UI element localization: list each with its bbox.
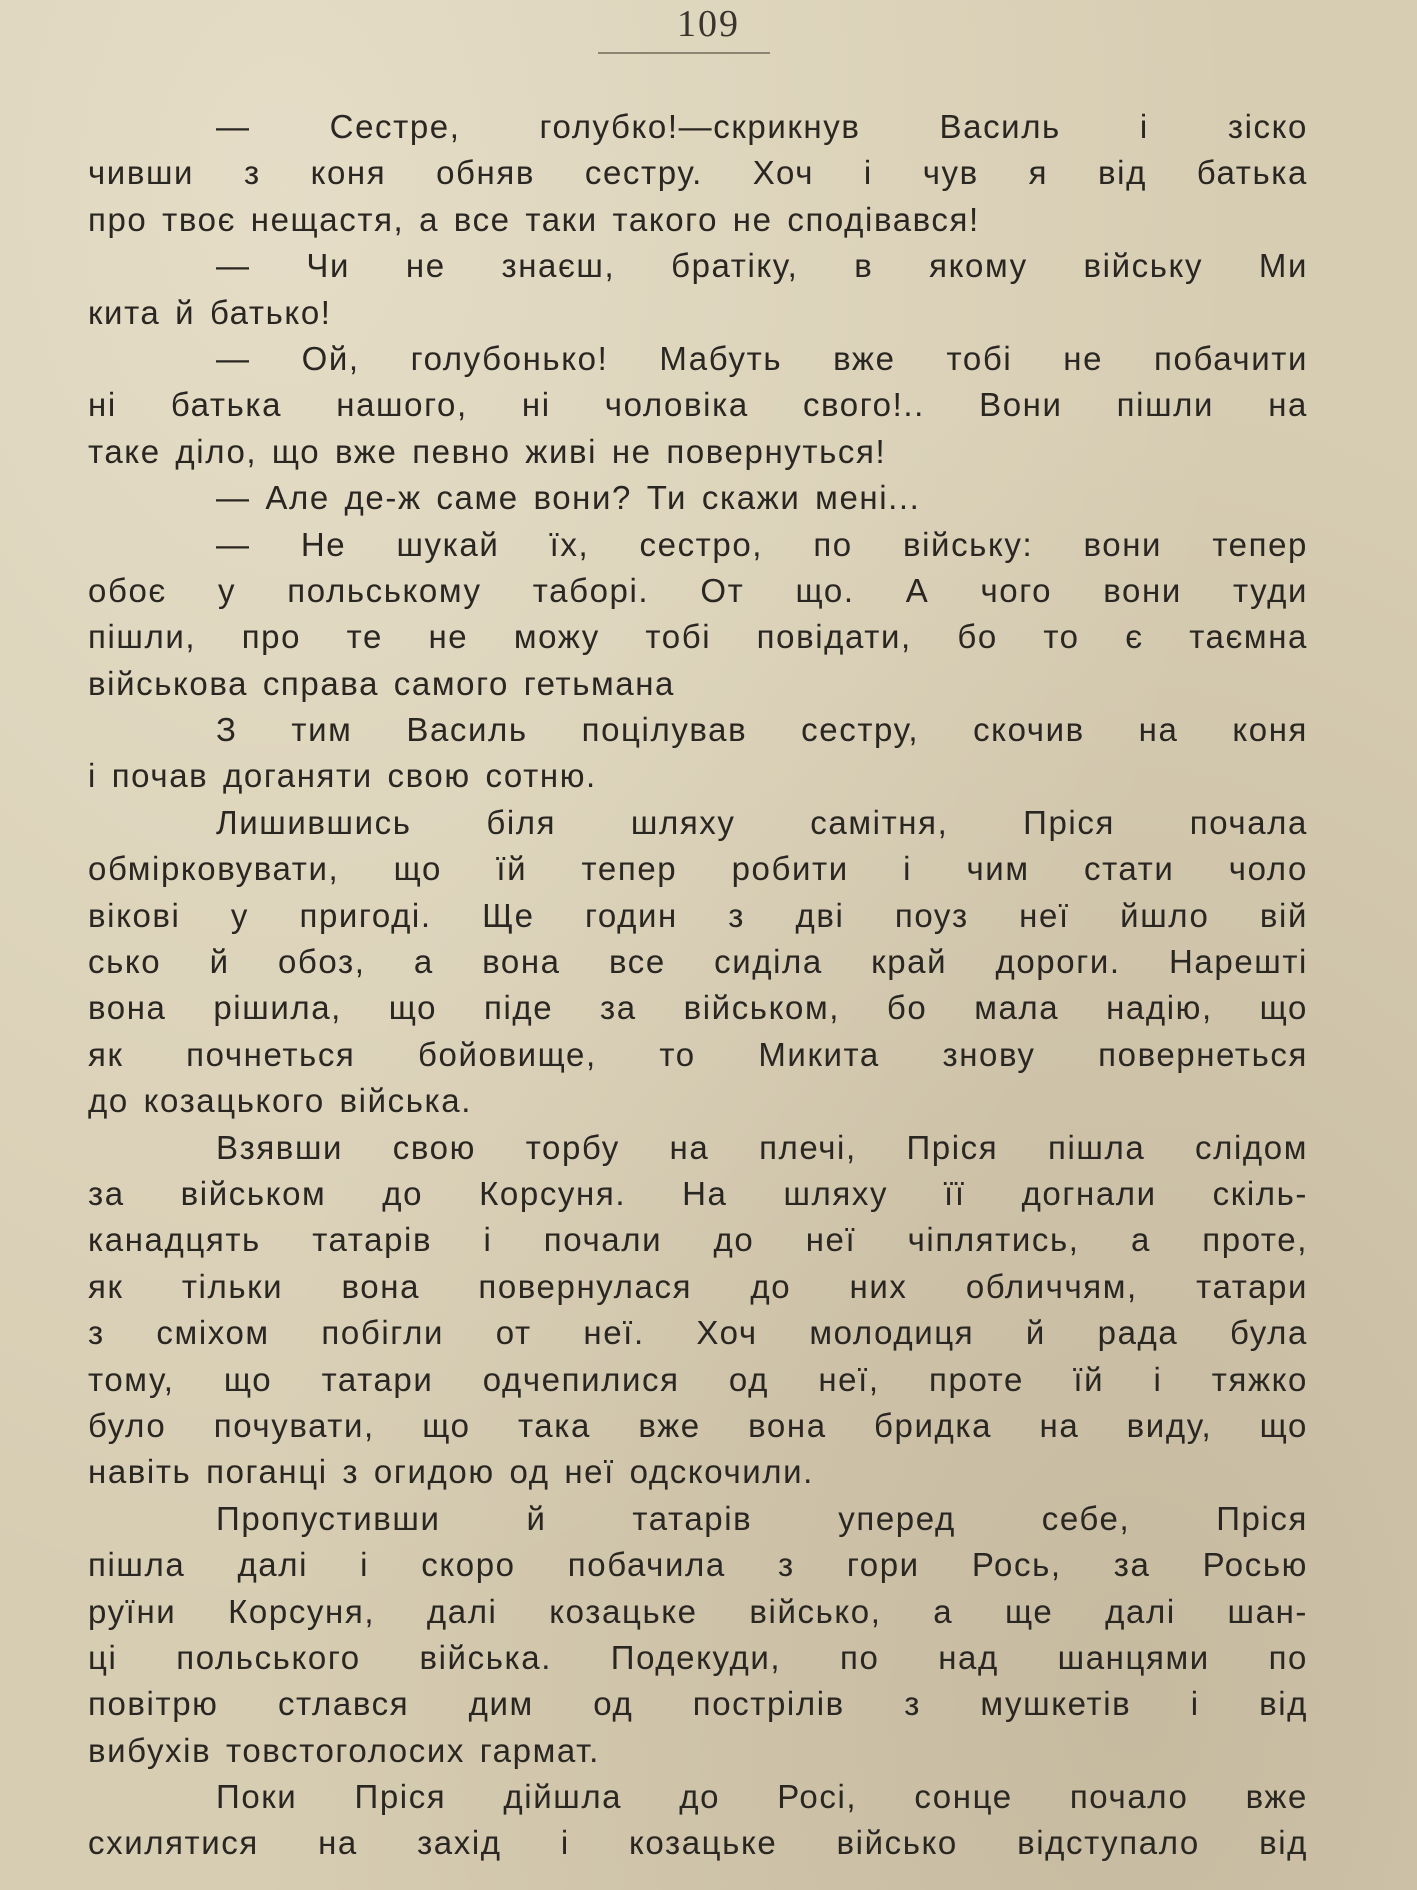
text-line: — Ой, голубонько! Мабуть вже тобі не побачити bbox=[216, 339, 1308, 377]
text-line: ці польського війська. Подекуди, по над шанцями по bbox=[88, 1638, 1308, 1676]
text-line: вибухів товстоголосих гармат. bbox=[88, 1731, 600, 1769]
text-line: ні батька нашого, ні чоловіка свого!.. Вони пішли на bbox=[88, 386, 1308, 424]
text-line: кита й батько! bbox=[88, 293, 332, 331]
text-line: пішли, про те не можу тобі повідати, бо то є таємна bbox=[88, 618, 1308, 656]
text-line: сько й обоз, а вона все сиділа край дороги. Нарешті bbox=[88, 943, 1308, 981]
text-line: Лишившись біля шляху самітня, Пріся почала bbox=[216, 803, 1308, 841]
text-line: пішла далі і скоро побачила з гори Рось, за Росью bbox=[88, 1546, 1308, 1584]
text-line: з сміхом побігли от неї. Хоч молодиця й рада була bbox=[88, 1314, 1308, 1352]
text-line: до козацького війська. bbox=[88, 1082, 473, 1120]
text-line: руїни Корсуня, далі козацьке військо, а ще далі шан- bbox=[88, 1592, 1308, 1630]
text-line: і почав доганяти свою сотню. bbox=[88, 757, 597, 795]
text-line: таке діло, що вже певно живі не повернуться! bbox=[88, 432, 887, 470]
page-number: 109 bbox=[677, 3, 740, 45]
text-line: тому, що татари одчепилися од неї, проте їй і тяжко bbox=[88, 1360, 1308, 1398]
text-line: канадцять татарів і почали до неї чіплятись, а проте, bbox=[88, 1221, 1308, 1259]
text-line: як почнеться бойовище, то Микита знову повернеться bbox=[88, 1035, 1308, 1073]
text-line: — Сестре, голубко!—скрикнув Василь і зіско bbox=[216, 108, 1308, 145]
header-rule bbox=[598, 52, 770, 54]
text-line: — Не шукай їх, сестро, по війську: вони тепер bbox=[216, 525, 1308, 563]
text-line: про твоє нещастя, а все таки такого не сподівався! bbox=[88, 200, 980, 238]
text-line: схилятися на захід і козацьке військо відступало від bbox=[88, 1824, 1308, 1862]
text-line: військова справа самого гетьмана bbox=[88, 664, 676, 702]
text-line: Пропустивши й татарів уперед себе, Пріся bbox=[216, 1499, 1308, 1537]
body-text bbox=[88, 104, 1308, 1867]
text-line: Поки Пріся дійшла до Росі, сонце почало вже bbox=[216, 1778, 1308, 1816]
text-line: обмірковувати, що їй тепер робити і чим стати чоло bbox=[88, 850, 1308, 888]
text-line: Взявши свою торбу на плечі, Пріся пішла слідом bbox=[216, 1128, 1308, 1166]
text-line: вікові у пригоді. Ще годин з дві поуз неї йшло вій bbox=[88, 896, 1308, 934]
text-line: за військом до Корсуня. На шляху її догнали скіль- bbox=[88, 1174, 1308, 1212]
text-line: навіть поганці з огидою од неї одскочили. bbox=[88, 1453, 814, 1491]
text-line: — Але де-ж саме вони? Ти скажи мені... bbox=[216, 479, 921, 517]
text-line: як тільки вона повернулася до них обличчям, татари bbox=[88, 1267, 1308, 1305]
text-line: повітрю стлався дим од пострілів з мушкетів і від bbox=[88, 1685, 1308, 1723]
text-line: чивши з коня обняв сестру. Хоч і чув я від батька bbox=[88, 154, 1308, 192]
text-line: було почувати, що така вже вона бридка на виду, що bbox=[88, 1406, 1308, 1444]
text-line: — Чи не знаєш, братіку, в якому війську Ми bbox=[216, 247, 1308, 285]
text-line: вона рішила, що піде за військом, бо мала надію, що bbox=[88, 989, 1308, 1027]
text-line: З тим Василь поцілував сестру, скочив на коня bbox=[216, 711, 1308, 749]
text-line: обоє у польському таборі. От що. А чого вони туди bbox=[88, 571, 1308, 609]
